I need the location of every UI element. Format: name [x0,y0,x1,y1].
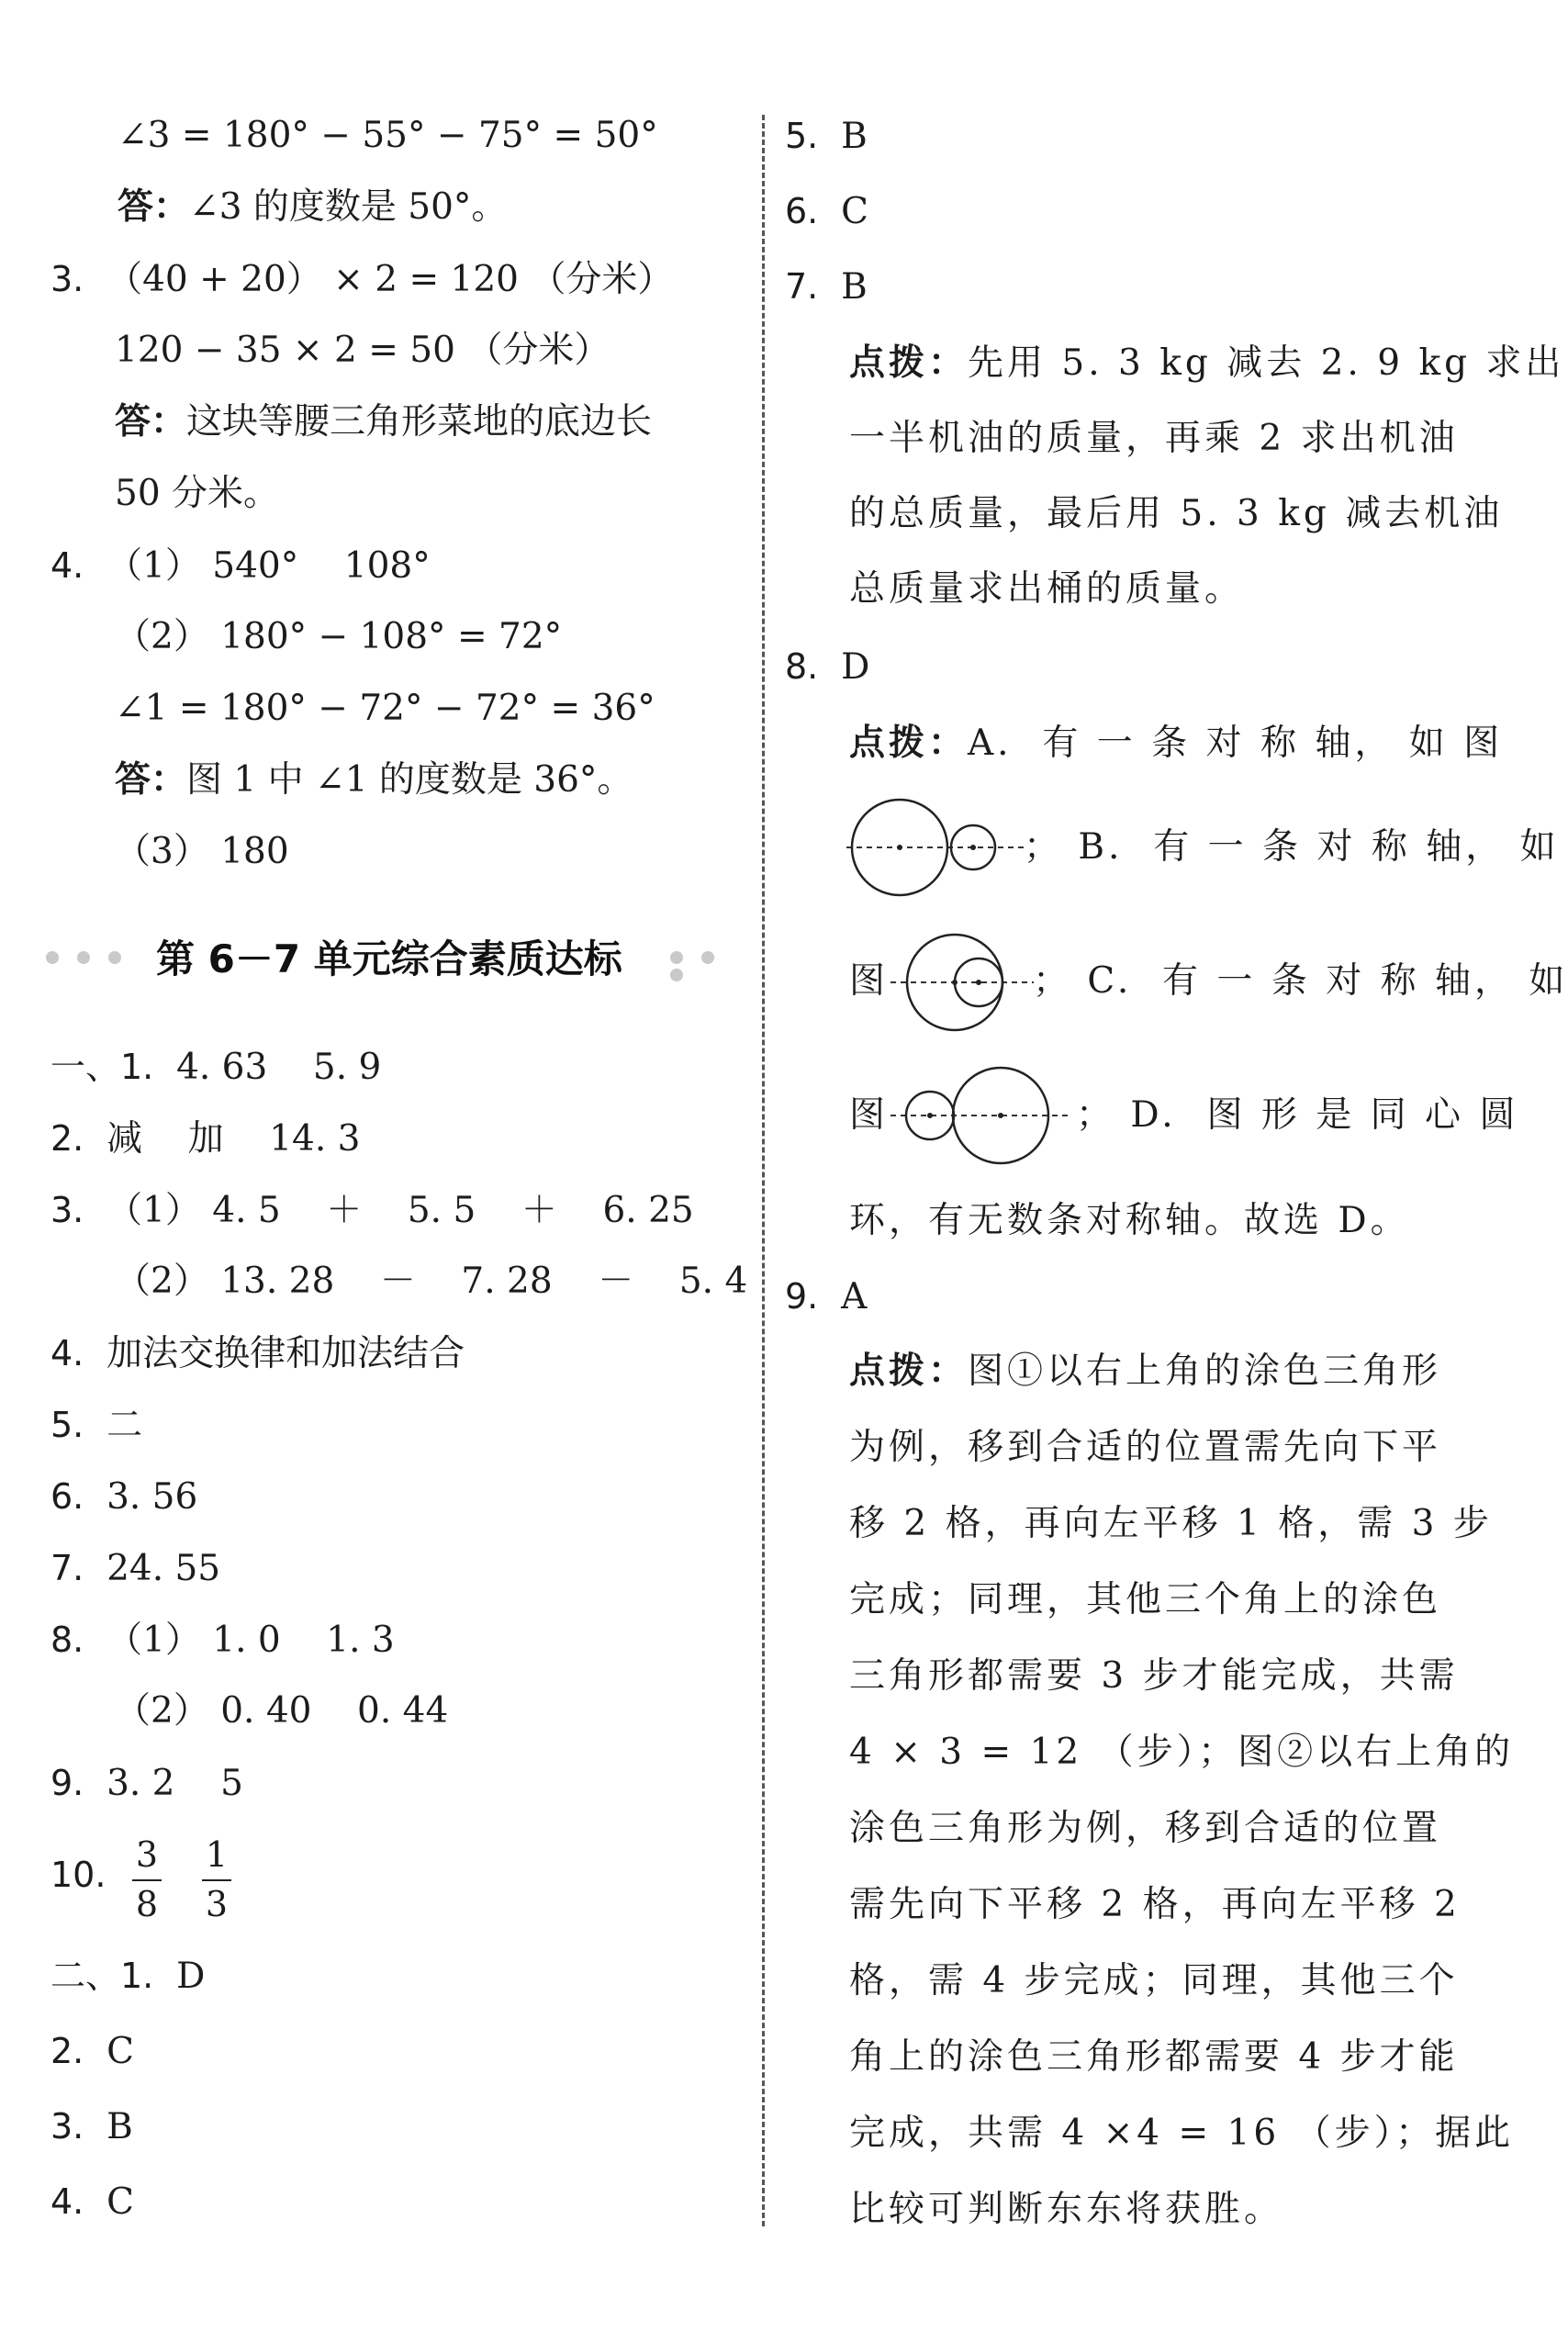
tip-label: 点拨： [849,342,969,384]
answer-line [50,1399,142,1452]
tip-9-line: 需先向下平移 2 格，再向左平移 2 [849,1884,1461,1925]
q4-answer-3: （3） 180 [115,831,289,872]
answer-text: C [841,191,868,232]
answer-text: C [106,2031,134,2072]
tip-9-line: 格，需 4 步完成；同理，其他三个 [849,1960,1459,2001]
tip-9-line: 为例，移到合适的位置需先向下平 [849,1427,1442,1468]
tip-8-line: ； C. 有 一 条 对 称 轴， 如 [1033,960,1568,1002]
section-title-text: 第 6－7 单元综合素质达标 [156,936,622,981]
question-number: 9. [50,1763,84,1803]
tip-8-line: ； B. 有 一 条 对 称 轴， 如 [1024,826,1560,868]
answer-line [50,1950,205,2002]
angle3-equation: ∠3 = 180° − 55° − 75° = 50° [118,115,658,156]
answer-text: A [841,1276,868,1317]
decorative-dots [670,950,734,985]
answer-line [50,2176,134,2228]
answer-line [785,641,869,693]
tip-text: A. 有 一 条 对 称 轴， 如 图 [968,723,1504,764]
answer-line [785,1271,867,1323]
column-divider [762,115,765,2226]
answer-text: 减 加 14. 3 [106,1118,361,1160]
q3-equation: （40 + 20） × 2 = 120 （分米） [106,259,674,300]
tip-label: 点拨： [849,1351,969,1392]
answer-line [50,1328,465,1380]
answer-line [50,1614,395,1666]
tip-9-line: 4 × 3 = 12 （步）；图②以右上角的 [849,1732,1515,1773]
section-title [46,927,734,992]
tip-9-line: 角上的涂色三角形都需要 4 步才能 [849,2036,1459,2078]
question-number: 一、1. [50,1047,154,1087]
answer-line [50,2101,133,2153]
answer-text: B [841,116,868,157]
answer-angle3 [118,182,507,233]
tip-text: 先用 5. 3 kg 减去 2. 9 kg 求出 [968,342,1565,384]
answer-text: 4. 63 5. 9 [176,1047,382,1088]
figure-a-two-circles-icon [845,794,1028,904]
answer-text: B [841,266,868,308]
tip-label: 点拨： [849,723,969,764]
question-number: 4. [50,545,84,586]
answer-text: C [106,2181,134,2223]
figure-b-tangent-circles-icon [889,927,1036,1037]
question-number: 3. [50,2106,84,2147]
fraction-denominator: 3 [205,1884,229,1924]
question-number: 4. [50,2181,84,2222]
question-number: 3. [50,259,84,299]
q4-line [50,540,431,592]
answer-text: 加法交换律和加法结合 [106,1333,465,1374]
tip-9-line: 涂色三角形为例，移到合适的位置 [849,1808,1442,1849]
fraction-denominator: 8 [135,1884,159,1924]
tip-7-line [849,338,1564,389]
question-number: 7. [785,266,819,307]
answer-line [50,1757,243,1810]
answer-text: 图 1 中 ∠1 的度数是 36°。 [186,759,633,801]
tip-9-line: 三角形都需要 3 步才能完成，共需 [849,1655,1459,1697]
fraction-1-3 [198,1832,235,1933]
question-number: 8. [785,646,819,687]
answer-line [50,1041,381,1093]
tip-9-line: 完成；同理，其他三个角上的涂色 [849,1579,1442,1620]
tip-8-line: 图 [849,960,890,1002]
question-number: 6. [50,1476,84,1517]
q4-answer-1: （1） 540° 108° [106,545,431,587]
answer-line: （2） 13. 28 － 7. 28 － 5. 4 [115,1261,748,1302]
answer-line [50,1184,694,1237]
answer-text: 24. 55 [106,1548,221,1589]
q3-line [50,253,673,306]
question-number: 9. [785,1276,819,1317]
question-number: 10. [50,1855,106,1895]
question-number: 5. [50,1405,84,1445]
q4-answer-2: （2） 180° − 108° = 72° [115,616,563,657]
answer-line [785,261,868,313]
answer-line [785,110,868,163]
fraction-3-8 [129,1832,165,1933]
tip-9-line: 比较可判断东东将获胜。 [849,2189,1284,2230]
question-number: 2. [50,1118,84,1159]
tip-8-line: ； D. 图 形 是 同 心 圆 [1076,1094,1519,1136]
answer-line [785,185,868,238]
tip-8-line [849,718,1503,769]
question-number: 7. [50,1548,84,1588]
answer-text: 3. 56 [106,1476,198,1518]
answer-line [50,1113,360,1165]
q4-answer [115,755,633,806]
q3-answer [115,397,652,448]
question-number: 6. [785,191,819,231]
tip-8-line: 环，有无数条对称轴。故选 D。 [849,1200,1410,1241]
answer-text: 3. 2 5 [106,1763,243,1804]
question-number: 二、1. [50,1956,154,1996]
tip-8-line: 图 [849,1094,890,1136]
answer-line [50,2025,134,2078]
fraction-numerator: 3 [135,1834,159,1875]
answer-text: D [176,1956,206,1997]
question-number: 2. [50,2031,84,2071]
answer-text: （1） 4. 5 ＋ 5. 5 ＋ 6. 25 [106,1190,694,1231]
answer-text: 二 [106,1405,143,1446]
decorative-dots [46,950,140,968]
answer-text: B [106,2106,133,2147]
fraction-numerator: 1 [205,1834,229,1875]
answer-label: 答： [118,186,190,228]
tip-7-line: 总质量求出桶的质量。 [849,568,1245,610]
answer-line: （2） 0. 40 0. 44 [115,1690,449,1732]
question-number: 8. [50,1620,84,1660]
question-number: 3. [50,1190,84,1230]
tip-7-line: 的总质量，最后用 5. 3 kg 减去机油 [849,493,1504,534]
answer-label: 答： [115,759,187,801]
tip-7-line: 一半机油的质量，再乘 2 求出机油 [849,418,1459,459]
question-number: 4. [50,1333,84,1373]
answer-text: 这块等腰三角形菜地的底边长 [186,401,653,443]
figure-c-intersecting-circles-icon [889,1060,1072,1171]
question-number: 5. [785,116,819,156]
tip-9-line: 移 2 格，再向左平移 1 格，需 3 步 [849,1503,1493,1544]
answer-line [50,1471,197,1523]
tip-text: 图①以右上角的涂色三角形 [968,1351,1442,1392]
answer-line [50,1542,220,1595]
answer-label: 答： [115,401,187,443]
q3-answer-cont: 50 分米。 [115,473,280,514]
answer-text: （1） 1. 0 1. 3 [106,1620,395,1661]
tip-9-line: 完成，共需 4 ×4 = 16 （步）；据此 [849,2113,1515,2154]
q3-equation-2: 120 − 35 × 2 = 50 （分米） [115,330,610,371]
answer-text: D [841,646,870,688]
answer-text: ∠3 的度数是 50°。 [189,186,508,228]
angle1-equation: ∠1 = 180° − 72° − 72° = 36° [115,688,655,729]
q10-number [50,1849,106,1901]
tip-9-line [849,1346,1441,1397]
